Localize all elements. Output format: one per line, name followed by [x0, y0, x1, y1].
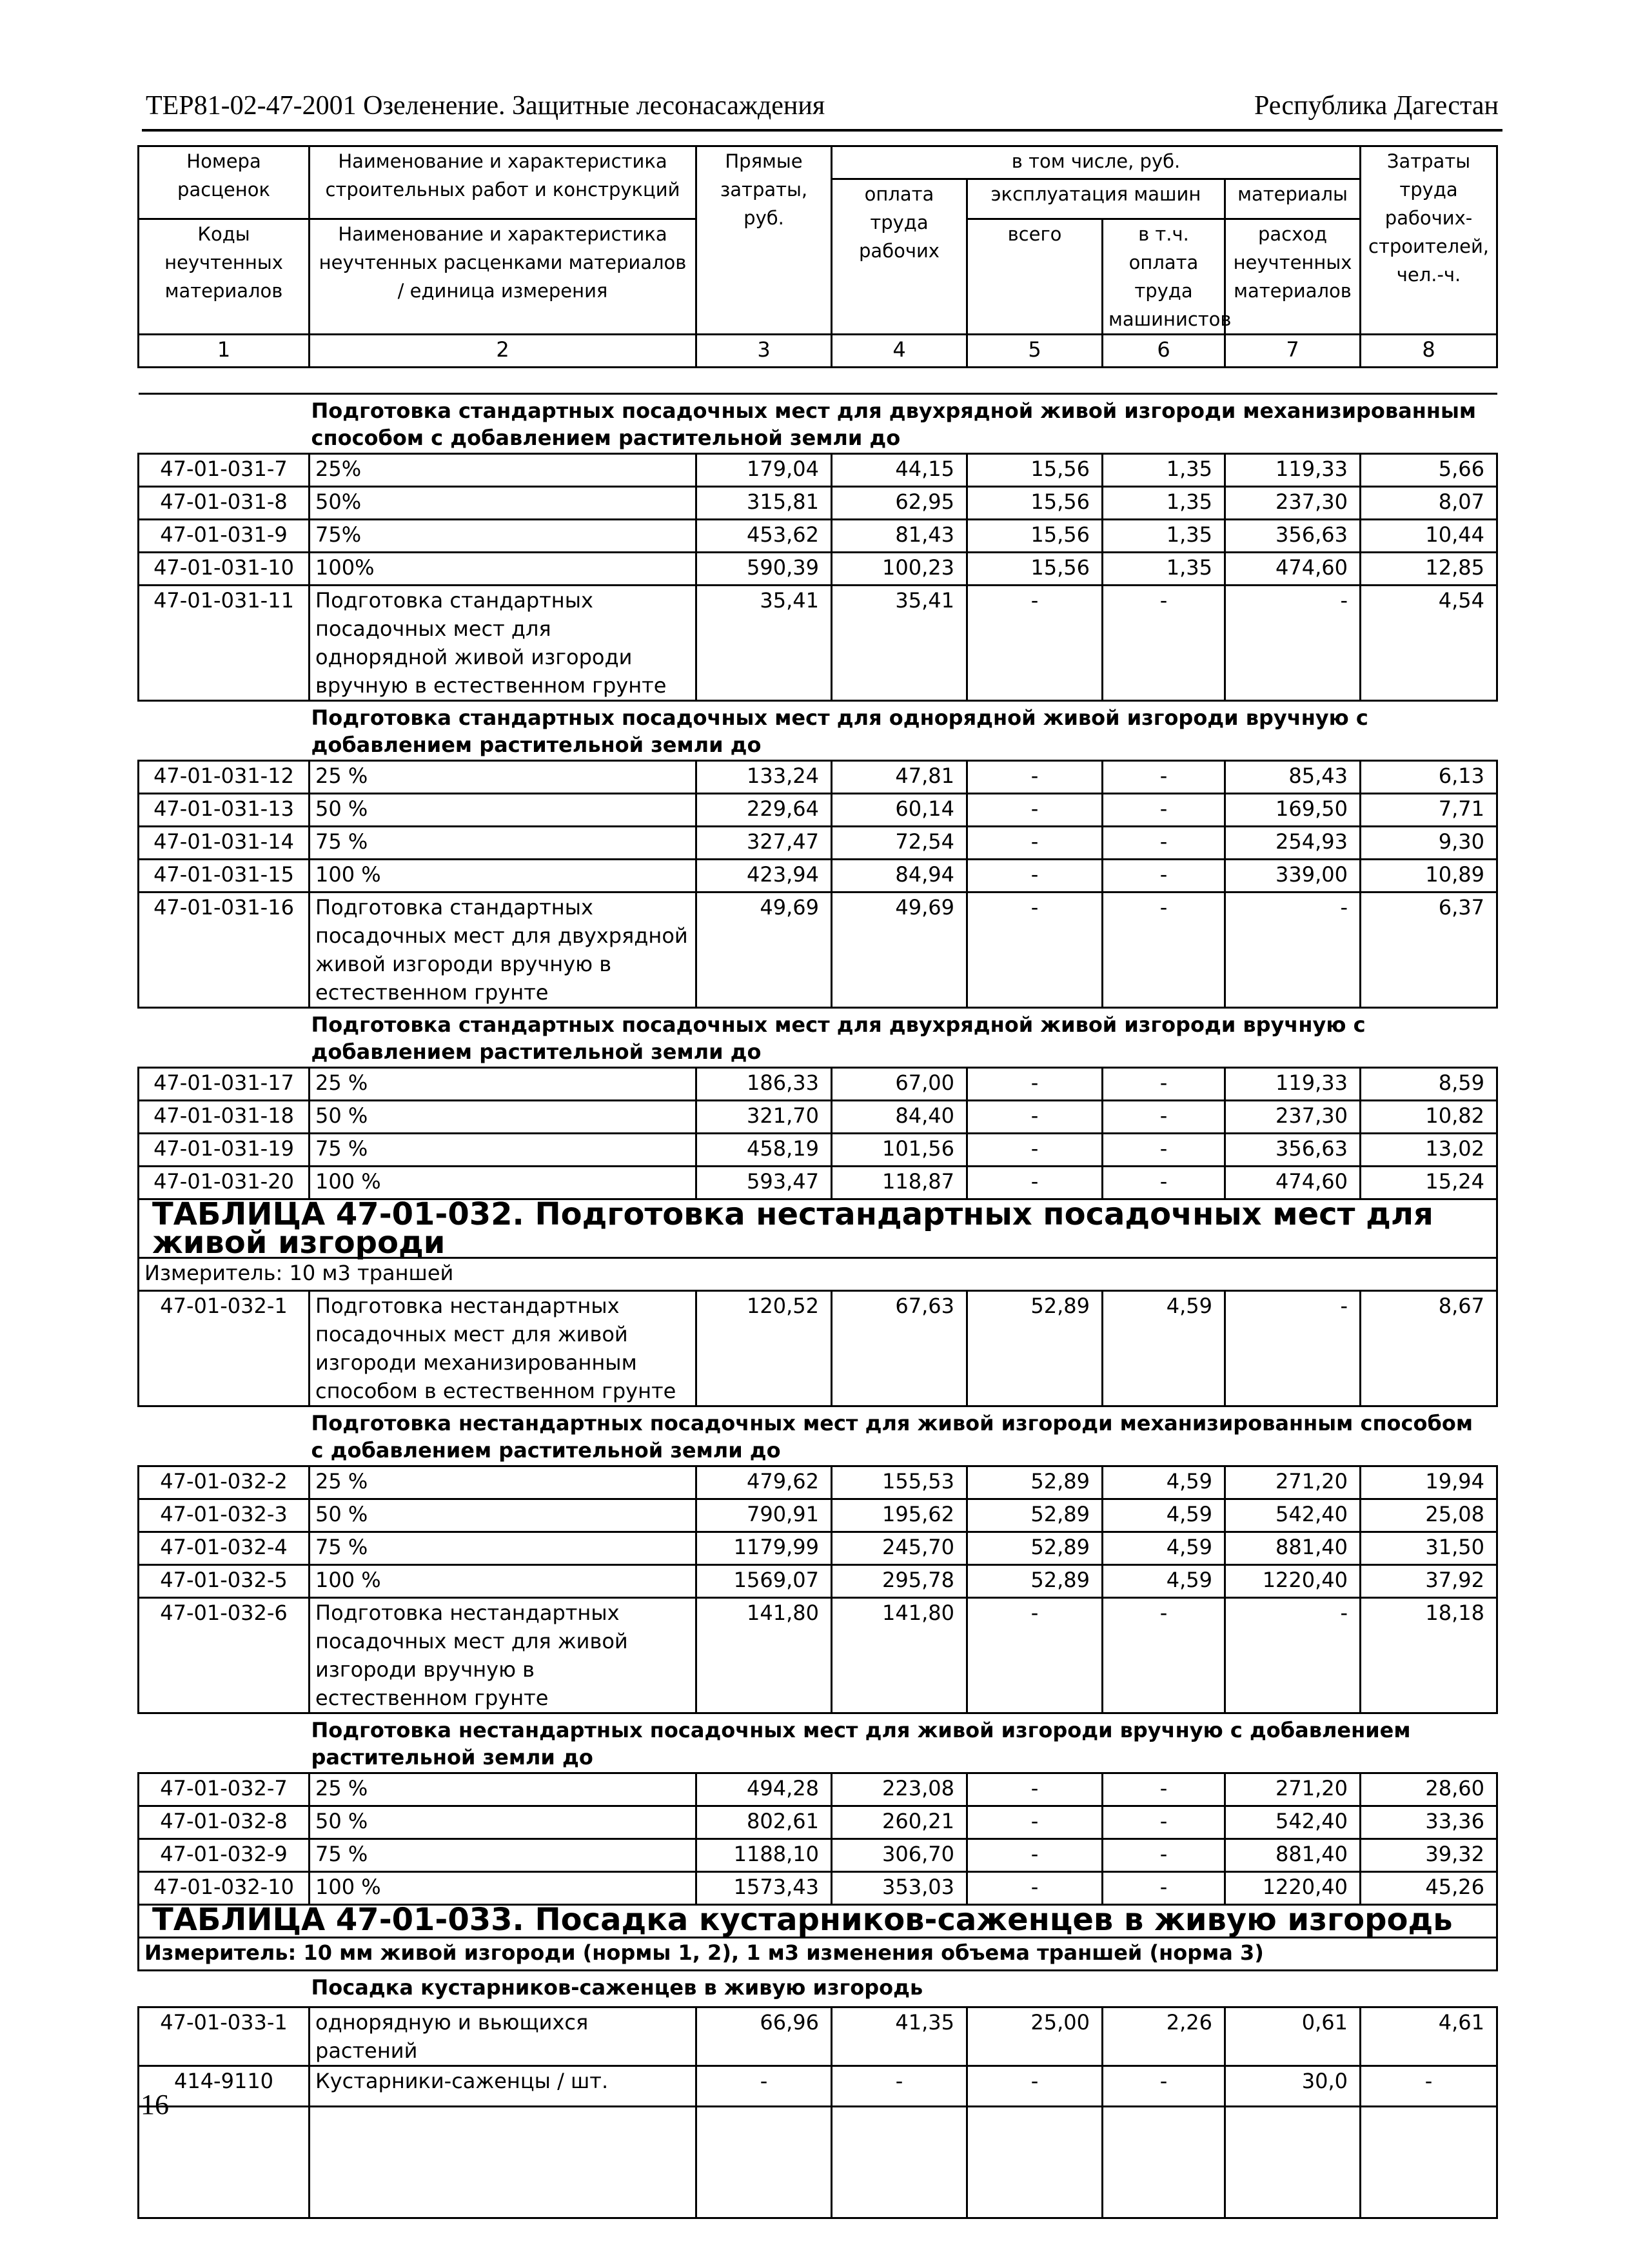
table-cell: 4,59: [1103, 1565, 1225, 1598]
table-cell: 47-01-031-8: [139, 487, 310, 520]
table-cell: -: [967, 794, 1103, 827]
table-cell: 120,52: [696, 1291, 832, 1406]
rates-table: [137, 145, 1498, 2219]
table-cell: 47-01-031-14: [139, 827, 310, 860]
table-cell: 356,63: [1225, 520, 1361, 553]
table-cell: 141,80: [832, 1598, 967, 1713]
table-cell: 47-01-031-19: [139, 1134, 310, 1167]
table-row: [139, 794, 1497, 827]
table-cell: -: [832, 2066, 967, 2107]
table-cell: 4,61: [1361, 2007, 1497, 2066]
table-cell: 4,59: [1103, 1291, 1225, 1406]
table-cell: -: [1103, 827, 1225, 860]
measure-unit: Измеритель: 10 м3 траншей: [139, 1258, 1497, 1291]
table-cell: 47-01-031-10: [139, 553, 310, 586]
table-cell: 37,92: [1361, 1565, 1497, 1598]
table-cell: 47-01-031-18: [139, 1101, 310, 1134]
table-cell: 52,89: [967, 1532, 1103, 1565]
table-cell: -: [967, 827, 1103, 860]
table-cell: -: [1103, 1134, 1225, 1167]
table-cell: 321,70: [696, 1101, 832, 1134]
table-cell: 52,89: [967, 1565, 1103, 1598]
table-cell: 75 %: [310, 1134, 696, 1167]
table-cell: 195,62: [832, 1499, 967, 1532]
table-row: [139, 1565, 1497, 1598]
table-cell: 62,95: [832, 487, 967, 520]
table-row: [139, 1068, 1497, 1101]
table-cell: 237,30: [1225, 487, 1361, 520]
table-cell: 31,50: [1361, 1532, 1497, 1565]
table-cell: -: [967, 586, 1103, 701]
col-head-ekspl: эксплуатация машин: [967, 179, 1225, 219]
table-cell: Подготовка нестандартных посадочных мест для живой изгороди механизированным способом в естественном грунте: [310, 1291, 696, 1406]
col-num: 6: [1103, 335, 1225, 368]
col-num: 3: [696, 335, 832, 368]
table-cell: -: [967, 1839, 1103, 1872]
section-heading: Подготовка стандартных посадочных мест для двухрядной живой изгороди вручную с добавлением растительной земли до: [139, 1008, 1497, 1068]
table-cell: 25,00: [967, 2007, 1103, 2066]
table-cell: Кустарники-саженцы / шт.: [310, 2066, 696, 2107]
table-cell: -: [1103, 1773, 1225, 1806]
table-cell: 1220,40: [1225, 1565, 1361, 1598]
table-cell: 542,40: [1225, 1806, 1361, 1839]
table-cell: 339,00: [1225, 860, 1361, 892]
table-cell: 39,32: [1361, 1839, 1497, 1872]
table-cell: 6,37: [1361, 892, 1497, 1008]
col-num: 1: [139, 335, 310, 368]
table-cell: 75 %: [310, 827, 696, 860]
section-heading: Подготовка стандартных посадочных мест для двухрядной живой изгороди механизированным способом с добавлением растительной земли до: [139, 394, 1497, 454]
table-cell: 25 %: [310, 1068, 696, 1101]
table-cell: 118,87: [832, 1167, 967, 1199]
table-cell: 414-9110: [139, 2066, 310, 2107]
col-head-materialy: материалы: [1225, 179, 1361, 219]
table-cell: 1573,43: [696, 1872, 832, 1905]
table-cell: -: [696, 2066, 832, 2107]
table-cell: 10,89: [1361, 860, 1497, 892]
table-cell: 47-01-032-10: [139, 1872, 310, 1905]
table-cell: 1,35: [1103, 553, 1225, 586]
page-number: 16: [141, 2089, 169, 2120]
table-cell: -: [1103, 860, 1225, 892]
table-cell: 155,53: [832, 1466, 967, 1499]
table-cell: 52,89: [967, 1291, 1103, 1406]
table-cell: -: [1103, 1598, 1225, 1713]
table-cell: 423,94: [696, 860, 832, 892]
table-cell: 75%: [310, 520, 696, 553]
table-cell: 12,85: [1361, 553, 1497, 586]
table-cell: 100 %: [310, 1167, 696, 1199]
table-cell: 100,23: [832, 553, 967, 586]
table-cell: -: [1225, 892, 1361, 1008]
table-cell: 1188,10: [696, 1839, 832, 1872]
table-cell: 474,60: [1225, 1167, 1361, 1199]
table-cell: -: [967, 1134, 1103, 1167]
table-cell: 19,94: [1361, 1466, 1497, 1499]
table-row: [139, 860, 1497, 892]
table-cell: 47-01-031-20: [139, 1167, 310, 1199]
table-cell: 15,56: [967, 487, 1103, 520]
table-cell: -: [1103, 761, 1225, 794]
table-row: [139, 1466, 1497, 1499]
table-cell: 271,20: [1225, 1466, 1361, 1499]
table-row: [139, 1499, 1497, 1532]
table-cell: 4,59: [1103, 1532, 1225, 1565]
table-cell: 66,96: [696, 2007, 832, 2066]
table-cell: 453,62: [696, 520, 832, 553]
table-cell: 7,71: [1361, 794, 1497, 827]
table-cell: 50 %: [310, 794, 696, 827]
table-cell: -: [1103, 586, 1225, 701]
table-cell: -: [967, 1806, 1103, 1839]
table-title: ТАБЛИЦА 47-01-033. Посадка кустарников-саженцев в живую изгородь: [139, 1905, 1497, 1938]
table-row: [139, 553, 1497, 586]
table-cell: 60,14: [832, 794, 967, 827]
table-cell: -: [967, 1598, 1103, 1713]
table-cell: -: [967, 761, 1103, 794]
table-cell: 52,89: [967, 1466, 1103, 1499]
table-cell: 237,30: [1225, 1101, 1361, 1134]
table-cell: 35,41: [832, 586, 967, 701]
table-cell: 1,35: [1103, 520, 1225, 553]
table-cell: -: [967, 2066, 1103, 2107]
table-cell: 593,47: [696, 1167, 832, 1199]
table-cell: 245,70: [832, 1532, 967, 1565]
section-heading: Подготовка стандартных посадочных мест для однорядной живой изгороди вручную с добавлением растительной земли до: [139, 701, 1497, 761]
table-cell: 133,24: [696, 761, 832, 794]
table-row: [139, 1134, 1497, 1167]
table-cell: 2,26: [1103, 2007, 1225, 2066]
table-cell: 47-01-032-9: [139, 1839, 310, 1872]
table-cell: 271,20: [1225, 1773, 1361, 1806]
table-cell: 50 %: [310, 1101, 696, 1134]
table-row: [139, 1598, 1497, 1713]
col-head-nomera: Номера расценок: [139, 146, 310, 219]
table-cell: 84,94: [832, 860, 967, 892]
table-row: [139, 1872, 1497, 1905]
table-cell: 47-01-031-16: [139, 892, 310, 1008]
table-cell: 47-01-031-13: [139, 794, 310, 827]
table-cell: 119,33: [1225, 1068, 1361, 1101]
table-cell: 84,40: [832, 1101, 967, 1134]
table-cell: 47-01-031-17: [139, 1068, 310, 1101]
col-num: 2: [310, 335, 696, 368]
table-cell: 15,24: [1361, 1167, 1497, 1199]
table-cell: 30,0: [1225, 2066, 1361, 2107]
table-cell: 47-01-032-5: [139, 1565, 310, 1598]
table-cell: 47-01-032-6: [139, 1598, 310, 1713]
table-cell: 474,60: [1225, 553, 1361, 586]
table-row: [139, 892, 1497, 1008]
table-cell: однорядную и вьющихся растений: [310, 2007, 696, 2066]
table-cell: 494,28: [696, 1773, 832, 1806]
table-cell: -: [1103, 1806, 1225, 1839]
col-head-vtch: в т.ч. оплата труда машинистов: [1103, 219, 1225, 335]
table-cell: 327,47: [696, 827, 832, 860]
table-cell: -: [1103, 1167, 1225, 1199]
running-header: [142, 90, 1502, 132]
table-cell: -: [1103, 892, 1225, 1008]
table-cell: 47-01-031-7: [139, 454, 310, 487]
table-cell: 47-01-031-12: [139, 761, 310, 794]
col-head-kody: Коды неучтенных материалов: [139, 219, 310, 335]
table-cell: -: [967, 860, 1103, 892]
table-cell: -: [1103, 1839, 1225, 1872]
col-head-zatraty: Затраты труда рабочих-строителей, чел.-ч.: [1361, 146, 1497, 335]
table-cell: 0,61: [1225, 2007, 1361, 2066]
table-cell: -: [1361, 2066, 1497, 2107]
table-cell: 35,41: [696, 586, 832, 701]
section-heading: Подготовка нестандартных посадочных мест для живой изгороди вручную с добавлением растительной земли до: [139, 1713, 1497, 1773]
col-num: 7: [1225, 335, 1361, 368]
table-cell: 295,78: [832, 1565, 967, 1598]
region-name: Республика Дагестан: [1254, 91, 1499, 121]
table-cell: 25%: [310, 454, 696, 487]
table-title: ТАБЛИЦА 47-01-032. Подготовка нестандартных посадочных мест для живой изгороди: [139, 1199, 1497, 1258]
table-cell: 881,40: [1225, 1839, 1361, 1872]
table-cell: 72,54: [832, 827, 967, 860]
table-cell: 47-01-032-7: [139, 1773, 310, 1806]
table-cell: 49,69: [696, 892, 832, 1008]
table-cell: -: [1103, 1872, 1225, 1905]
table-cell: 67,00: [832, 1068, 967, 1101]
table-row: [139, 2066, 1497, 2107]
table-cell: 8,67: [1361, 1291, 1497, 1406]
table-row: [139, 586, 1497, 701]
table-cell: 25,08: [1361, 1499, 1497, 1532]
table-cell: 1,35: [1103, 454, 1225, 487]
table-cell: 85,43: [1225, 761, 1361, 794]
section-heading: Посадка кустарников-саженцев в живую изгородь: [139, 1971, 1497, 2007]
table-cell: 260,21: [832, 1806, 967, 1839]
table-cell: 47-01-033-1: [139, 2007, 310, 2066]
col-num: 8: [1361, 335, 1497, 368]
measure-unit: Измеритель: 10 мм живой изгороди (нормы 1, 2), 1 м3 изменения объема траншей (норма 3): [139, 1938, 1497, 1971]
table-cell: 479,62: [696, 1466, 832, 1499]
table-cell: 542,40: [1225, 1499, 1361, 1532]
table-cell: 229,64: [696, 794, 832, 827]
table-cell: 52,89: [967, 1499, 1103, 1532]
table-row: [139, 1839, 1497, 1872]
table-cell: 306,70: [832, 1839, 967, 1872]
table-row: [139, 1101, 1497, 1134]
table-row: [139, 520, 1497, 553]
table-cell: 119,33: [1225, 454, 1361, 487]
table-cell: Подготовка стандартных посадочных мест для двухрядной живой изгороди вручную в естественном грунте: [310, 892, 696, 1008]
table-cell: 186,33: [696, 1068, 832, 1101]
table-cell: 47-01-031-9: [139, 520, 310, 553]
table-cell: 25 %: [310, 761, 696, 794]
table-cell: 223,08: [832, 1773, 967, 1806]
table-cell: 75 %: [310, 1532, 696, 1565]
table-cell: 47-01-032-4: [139, 1532, 310, 1565]
table-cell: 4,59: [1103, 1499, 1225, 1532]
table-cell: -: [1225, 1291, 1361, 1406]
table-cell: -: [967, 892, 1103, 1008]
table-cell: 5,66: [1361, 454, 1497, 487]
table-row: [139, 2007, 1497, 2066]
table-cell: 18,18: [1361, 1598, 1497, 1713]
table-cell: 802,61: [696, 1806, 832, 1839]
table-cell: 100 %: [310, 860, 696, 892]
table-cell: 881,40: [1225, 1532, 1361, 1565]
col-head-vsego: всего: [967, 219, 1103, 335]
table-row: [139, 1806, 1497, 1839]
table-cell: 100 %: [310, 1872, 696, 1905]
table-cell: 458,19: [696, 1134, 832, 1167]
table-cell: 41,35: [832, 2007, 967, 2066]
table-cell: 44,15: [832, 454, 967, 487]
table-cell: -: [967, 1101, 1103, 1134]
table-cell: 67,63: [832, 1291, 967, 1406]
table-cell: 25 %: [310, 1773, 696, 1806]
col-num: 4: [832, 335, 967, 368]
table-row: [139, 1291, 1497, 1406]
table-cell: 13,02: [1361, 1134, 1497, 1167]
table-cell: -: [967, 1167, 1103, 1199]
table-cell: Подготовка стандартных посадочных мест для однорядной живой изгороди вручную в естественном грунте: [310, 586, 696, 701]
table-cell: 75 %: [310, 1839, 696, 1872]
col-head-naim2: Наименование и характеристика неучтенных расценками материалов / единица измерения: [310, 219, 696, 335]
col-head-pryamye: Прямые затраты, руб.: [696, 146, 832, 335]
col-head-naim: Наименование и характеристика строительных работ и конструкций: [310, 146, 696, 219]
table-cell: 356,63: [1225, 1134, 1361, 1167]
table-cell: -: [1225, 586, 1361, 701]
table-cell: 15,56: [967, 553, 1103, 586]
table-cell: 101,56: [832, 1134, 967, 1167]
table-cell: 50 %: [310, 1806, 696, 1839]
table-cell: 47-01-032-2: [139, 1466, 310, 1499]
table-cell: 590,39: [696, 553, 832, 586]
table-row: [139, 1773, 1497, 1806]
table-row: [139, 761, 1497, 794]
col-head-oplata: оплата труда рабочих: [832, 179, 967, 335]
table-cell: 4,59: [1103, 1466, 1225, 1499]
table-cell: 25 %: [310, 1466, 696, 1499]
table-cell: 49,69: [832, 892, 967, 1008]
table-cell: 9,30: [1361, 827, 1497, 860]
document-title: ТЕР81-02-47-2001 Озеленение. Защитные лесонасаждения: [146, 91, 825, 121]
table-cell: 179,04: [696, 454, 832, 487]
table-cell: 28,60: [1361, 1773, 1497, 1806]
table-cell: 254,93: [1225, 827, 1361, 860]
table-cell: -: [967, 1773, 1103, 1806]
table-cell: 169,50: [1225, 794, 1361, 827]
table-cell: -: [967, 1068, 1103, 1101]
table-cell: 1220,40: [1225, 1872, 1361, 1905]
table-cell: 47-01-031-11: [139, 586, 310, 701]
table-cell: 45,26: [1361, 1872, 1497, 1905]
table-cell: 15,56: [967, 520, 1103, 553]
table-cell: 1179,99: [696, 1532, 832, 1565]
table-row: [139, 1167, 1497, 1199]
table-cell: 10,44: [1361, 520, 1497, 553]
table-cell: -: [1103, 1101, 1225, 1134]
table-cell: 10,82: [1361, 1101, 1497, 1134]
table-cell: 47-01-032-3: [139, 1499, 310, 1532]
table-cell: -: [1103, 1068, 1225, 1101]
table-cell: 47-01-031-15: [139, 860, 310, 892]
table-cell: 100 %: [310, 1565, 696, 1598]
section-heading: Подготовка нестандартных посадочных мест для живой изгороди механизированным способом с добавлением растительной земли до: [139, 1406, 1497, 1466]
table-cell: -: [1103, 794, 1225, 827]
table-cell: -: [967, 1872, 1103, 1905]
table-row: [139, 454, 1497, 487]
col-head-rashod: расход неучтенных материалов: [1225, 219, 1361, 335]
table-cell: 1,35: [1103, 487, 1225, 520]
table-cell: 4,54: [1361, 586, 1497, 701]
table-cell: 315,81: [696, 487, 832, 520]
table-cell: 50 %: [310, 1499, 696, 1532]
table-cell: 8,07: [1361, 487, 1497, 520]
table-cell: 790,91: [696, 1499, 832, 1532]
table-cell: 47-01-032-1: [139, 1291, 310, 1406]
table-cell: 15,56: [967, 454, 1103, 487]
col-head-vtom: в том числе, руб.: [832, 146, 1361, 179]
table-cell: 47,81: [832, 761, 967, 794]
table-cell: 50%: [310, 487, 696, 520]
col-num: 5: [967, 335, 1103, 368]
table-cell: 1569,07: [696, 1565, 832, 1598]
table-cell: 100%: [310, 553, 696, 586]
table-cell: 8,59: [1361, 1068, 1497, 1101]
table-cell: 353,03: [832, 1872, 967, 1905]
table-cell: Подготовка нестандартных посадочных мест для живой изгороди вручную в естественном грунте: [310, 1598, 696, 1713]
table-cell: -: [1225, 1598, 1361, 1713]
table-row: [139, 487, 1497, 520]
table-cell: 81,43: [832, 520, 967, 553]
table-cell: 47-01-032-8: [139, 1806, 310, 1839]
table-row: [139, 827, 1497, 860]
table-cell: 33,36: [1361, 1806, 1497, 1839]
table-row: [139, 1532, 1497, 1565]
table-cell: 141,80: [696, 1598, 832, 1713]
table-cell: 6,13: [1361, 761, 1497, 794]
table-cell: -: [1103, 2066, 1225, 2107]
